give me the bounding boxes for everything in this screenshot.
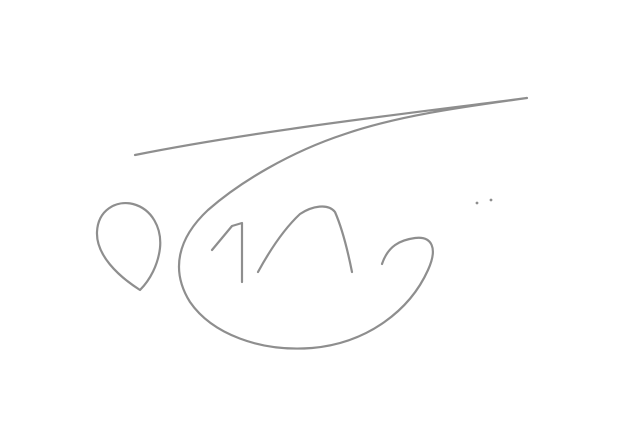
signature-stroke-2 [258,206,352,272]
signature-top-swoosh [135,98,527,349]
signature-stroke-1 [212,223,242,282]
signature-left-loop [97,203,160,290]
signature-dot-1 [476,202,479,205]
signature-dot-2 [490,199,493,202]
